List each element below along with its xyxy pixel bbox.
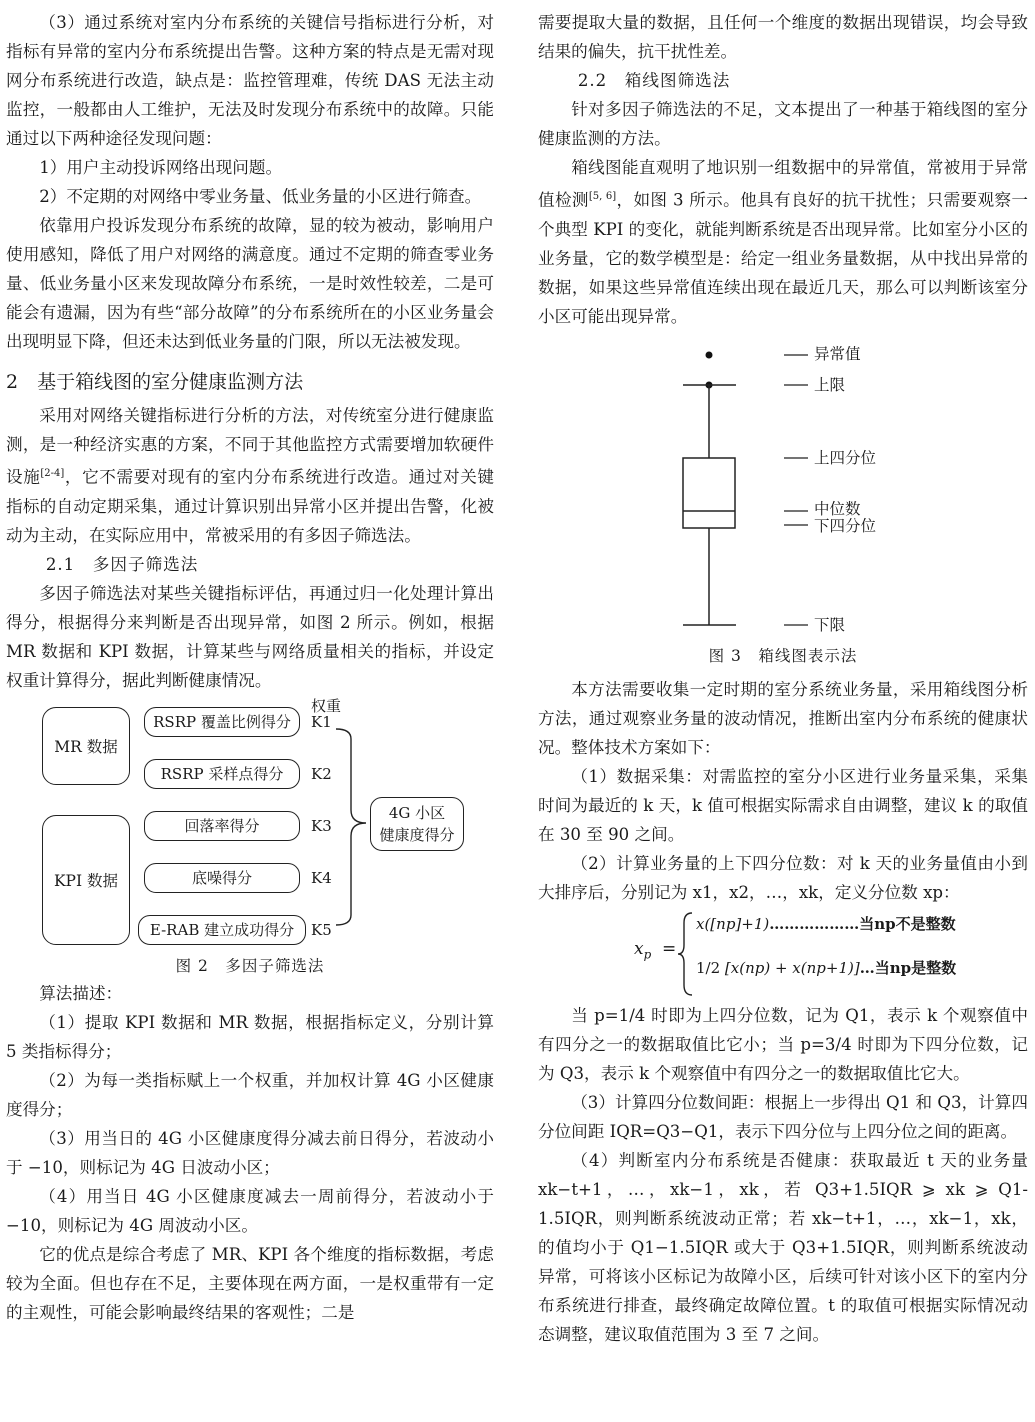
figure-2-mr-label: MR 数据: [54, 737, 118, 756]
figure-3-caption: 图 3 箱线图表示法: [708, 646, 858, 665]
algorithm-step-3: （3）用当日的 4G 小区健康度得分减去前日得分，若波动小于 −10，则标记为 4G 日波动小区；: [6, 1128, 494, 1177]
formula-brace: [676, 911, 696, 997]
figure-3-label-median: 中位数: [814, 499, 861, 518]
formula-lhs-var: x: [634, 938, 644, 959]
text-run: 箱线图能直观明了地识别一组数据中的异常值，常被用于异常值检测: [538, 158, 1028, 210]
figure-2-k5: K5: [311, 920, 332, 939]
subsection-heading-2-2: 2.2 箱线图筛选法: [577, 71, 731, 90]
figure-2-item-3: [144, 811, 300, 841]
figure-2-item-5: [138, 915, 306, 945]
figure-2-item-label: E-RAB 建立成功得分: [149, 921, 295, 940]
outlier-point: [706, 351, 713, 358]
paragraph-method-overview: [6, 401, 494, 550]
section-heading-2: 2 基于箱线图的室分健康监测方法: [6, 371, 304, 393]
figure-2-weight-title: 权重: [311, 696, 342, 715]
paragraph-quartile-definition: 当 p=1/4 时即为上四分位数，记为 Q1，表示 k 个观察值中有四分之一的数据取值比它小；当 p=3/4 时即为下四分位数，记为 Q3，表示 k 个观察值中有四分之一的数据取值比它大。: [538, 1005, 1028, 1083]
quantile-formula: [538, 909, 1028, 1001]
formula-case-2-expr: [x(np) + x(np+1)]: [724, 958, 860, 977]
figure-2-item-label: RSRP 采样点得分: [160, 765, 284, 784]
figure-3-label-lower-quartile: 下四分位: [814, 516, 877, 535]
figure-3-label-upper-limit: 上限: [814, 375, 846, 394]
paragraph-passive-detection: 依靠用户投诉发现分布系统的故障，显的较为被动，影响用户使用感知，降低了用户对网络的满意度。通过不定期的筛查零业务量、低业务量小区来发现故障分布系统，一是时效性较差，二是可能会有遗漏，因为有些“部分故障”的分布系统所在的小区业务量会出现明显下降，但还未达到低业务量的门限，所以无法被发现。: [6, 216, 494, 351]
formula-equals: =: [662, 938, 677, 959]
text-run: ，它不需要对现有的室内分布系统进行改造。通过对关键指标的自动定期采集，通过计算识别出异常小区并提出告警，化被动为主动，在实际应用中，常被采用的有多因子筛选法。: [6, 467, 495, 545]
paragraph-boxplot-detail: [538, 153, 1028, 331]
figure-2-item-4: [144, 863, 300, 893]
figure-2-mr-box: [42, 707, 130, 785]
step-1-data-collection: （1）数据采集：对需监控的室分小区进行业务量采集，采集时间为最近的 k 天，k 值可根据实际需求自由调整，建议 k 的取值在 30 至 90 之间。: [538, 766, 1028, 844]
algorithm-step-4: （4）用当日 4G 小区健康度减去一周前得分，若波动小于 −10，则标记为 4G 周波动小区。: [6, 1186, 494, 1235]
paragraph-method-summary: 本方法需要收集一定时期的室分系统业务量，采用箱线图分析方法，通过观察业务量的波动情况，推断出室内分布系统的健康状况。整体技术方案如下：: [538, 679, 1028, 757]
text-run: ，如图 3 所示。他具有良好的抗干扰性；只需要观察一个典型 KPI 的变化，就能判断系统是否出现异常。比如室分小区的业务量，它的数学模型是：给定一组业务量数据，从中找出异常的数据，如果这些异常值连续出现在最近几天，那么可以判断该室分小区可能出现异常。: [538, 190, 1028, 326]
figure-2-result-line1: 4G 小区: [388, 803, 446, 822]
figure-2-k4: K4: [311, 868, 332, 887]
figure-2: [6, 696, 494, 1011]
figure-2-item-2: [144, 759, 300, 789]
subsection-heading-2-1: 2.1 多因子筛选法: [45, 554, 199, 574]
figure-2-k3: K3: [311, 816, 332, 835]
formula-lhs: [634, 939, 651, 961]
formula-case-2-frac: 1/2: [696, 958, 721, 977]
list-item-2: 2）不定期的对网络中零业务量、低业务量的小区进行筛查。: [39, 187, 482, 206]
figure-2-item-1: [144, 707, 300, 737]
algorithm-step-1: （1）提取 KPI 数据和 MR 数据，根据指标定义，分别计算 5 类指标得分；: [6, 1012, 494, 1061]
formula-lhs-sub: p: [643, 946, 652, 961]
list-item-1: 1）用户主动投诉网络出现问题。: [39, 158, 283, 177]
formula-case-1: [696, 913, 956, 934]
figure-3-boxplot: [538, 345, 1028, 645]
figure-3-label-outlier: 异常值: [814, 344, 861, 363]
figure-3: [538, 345, 1028, 675]
figure-2-kpi-label: KPI 数据: [53, 871, 119, 890]
step-3-iqr: （3）计算四分位数间距：根据上一步得出 Q1 和 Q3，计算四分位间距 IQR=Q3−Q1，表示下四分位与上四分位之间的距离。: [538, 1092, 1028, 1141]
paragraph-boxplot-intro: 针对多因子筛选法的不足，文本提出了一种基于箱线图的室分健康监测的方法。: [538, 100, 1028, 148]
algorithm-heading: 算法描述：: [39, 983, 123, 1003]
figure-2-k2: K2: [311, 764, 332, 783]
formula-case-1-cond: ………………当np不是整数: [769, 914, 956, 933]
formula-case-1-expr: x([np]+1): [696, 914, 770, 933]
citation: [5, 6]: [588, 191, 617, 202]
paragraph-intro-option3: （3）通过系统对室内分布系统的关键信号指标进行分析，对指标有异常的室内分布系统提出告警。这种方案的特点是无需对现网分布系统进行改造，缺点是：监控管理难，传统 DAS 无法主动监控，一般都由人工维护，无法及时发现分布系统中的故障。只能通过以下两种途径发现问题：: [6, 13, 494, 148]
figure-3-label-lower-limit: 下限: [814, 615, 846, 634]
paragraph-pros-cons: 它的优点是综合考虑了 MR、KPI 各个维度的指标数据，考虑较为全面。但也存在不足，主要体现在两方面，一是权重带有一定的主观性，可能会影响最终结果的客观性；二是: [6, 1244, 494, 1322]
right-column: [538, 0, 1028, 1349]
text-run: 采用对网络关键指标进行分析的方法，对传统室分进行健康监测，是一种经济实惠的方案，不同于其他监控方式需要增加软硬件设施: [6, 406, 494, 487]
formula-case-2: [696, 957, 956, 978]
figure-2-result-line2: 健康度得分: [379, 825, 455, 844]
left-column: [6, 0, 494, 1327]
figure-2-item-label: RSRP 覆盖比例得分: [153, 713, 291, 732]
algorithm-step-2: （2）为每一类指标赋上一个权重，并加权计算 4G 小区健康度得分；: [6, 1070, 494, 1119]
paragraph-continuation: 需要提取大量的数据，且任何一个维度的数据出现错误，均会导致结果的偏失，抗干扰性差。: [538, 13, 1028, 61]
formula-case-2-cond: …当np是整数: [859, 958, 957, 977]
figure-3-label-upper-quartile: 上四分位: [814, 448, 877, 467]
figure-2-item-label: 回落率得分: [184, 817, 260, 836]
paragraph-multifactor: 多因子筛选法对某些关键指标评估，再通过归一化处理计算出得分，根据得分来判断是否出现异常，如图 2 所示。例如，根据 MR 数据和 KPI 数据，计算某些与网络质量相关的指标，并设定权重计算得分，据此判断健康情况。: [6, 583, 494, 690]
figure-2-k1: K1: [311, 712, 332, 731]
figure-2-caption: 图 2 多因子筛选法: [175, 956, 325, 975]
figure-2-kpi-box: [42, 815, 130, 945]
citation: [2-4]: [40, 468, 65, 479]
figure-2-result-box: [370, 797, 464, 851]
figure-2-item-label: 底噪得分: [191, 869, 252, 888]
step-4-health-judgement: （4）判断室内分布系统是否健康：获取最近 t 天的业务量 xk−t+1，…，xk−1，xk，若 Q3+1.5IQR ⩾ xk ⩾ Q1-1.5IQR，则判断系统波动正常；若 xk−t+1，…，xk−1，xk，的值均小于 Q1−1.5IQR 或大于 Q3+1.5IQR，则判断系统波动异常，可将该小区标记为故障小区，后续可针对该小区下的室内分布系统进行排查，最终确定故障位置。t 的取值可根据实际情况动态调整，建议取值范围为 3 至 7 之间。: [538, 1150, 1028, 1344]
step-2-quartiles: （2）计算业务量的上下四分位数：对 k 天的业务量值由小到大排序后，分别记为 x1，x2，…，xk，定义分位数 xp：: [538, 853, 1028, 902]
